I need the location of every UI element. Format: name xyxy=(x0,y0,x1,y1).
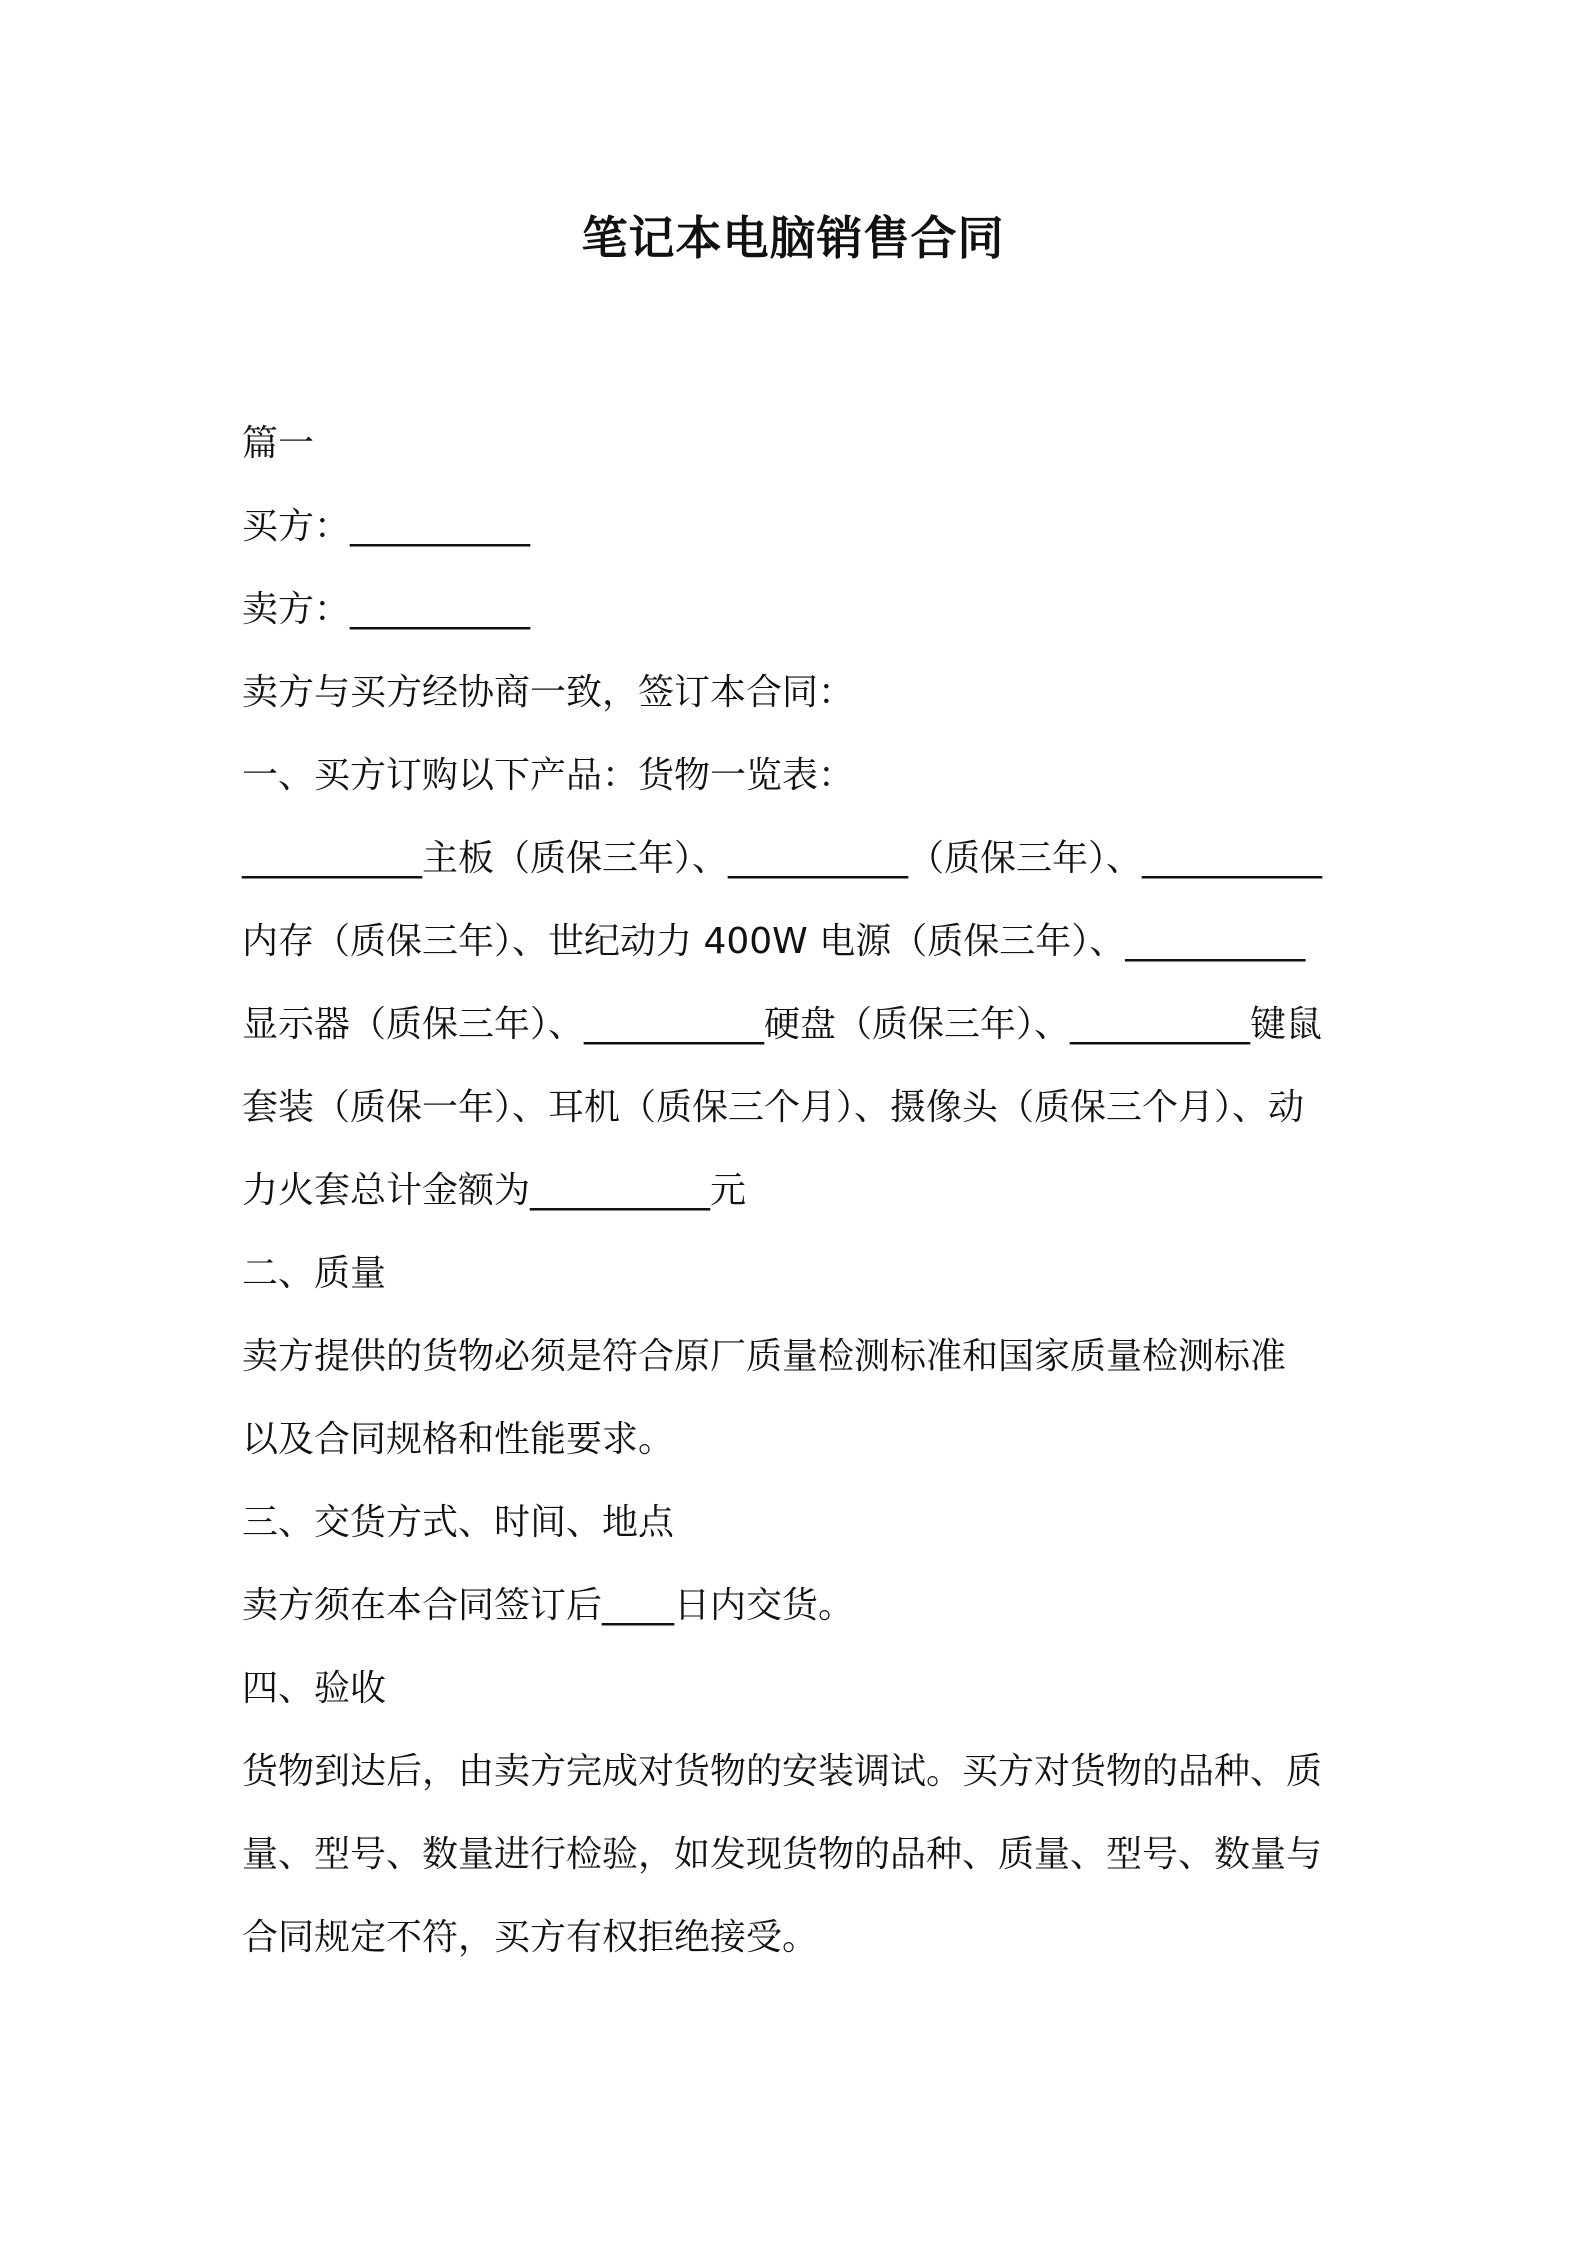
buyer-line: 买方：__________ xyxy=(242,506,531,547)
clause-4-text-line: 合同规定不符，买方有权拒绝接受。 xyxy=(242,1917,819,1958)
section-label: 篇一 xyxy=(242,423,315,464)
clause-4-text-line: 货物到达后，由卖方完成对货物的安装调试。买方对货物的品种、质 xyxy=(242,1751,1323,1792)
clause-2-text-line: 以及合同规格和性能要求。 xyxy=(242,1419,675,1460)
clause-2-heading: 二、质量 xyxy=(242,1253,387,1294)
clause-4-text-line: 量、型号、数量进行检验，如发现货物的品种、质量、型号、数量与 xyxy=(242,1834,1323,1875)
intro-line: 卖方与买方经协商一致，签订本合同： xyxy=(242,672,855,713)
clause-1-heading: 一、买方订购以下产品：货物一览表： xyxy=(242,755,855,796)
clause-3-heading: 三、交货方式、时间、地点 xyxy=(242,1502,675,1543)
clause-1-text-line: __________主板（质保三年）、__________（质保三年）、__________ xyxy=(242,838,1323,879)
document-title: 笔记本电脑销售合同 xyxy=(581,211,1005,265)
clause-1-text-line: 内存（质保三年）、世纪动力 400W 电源（质保三年）、__________ xyxy=(242,921,1306,962)
clause-3-text-line: 卖方须在本合同签订后____日内交货。 xyxy=(242,1585,855,1626)
clause-1-text-line: 力火套总计金额为__________元 xyxy=(242,1170,747,1211)
document-body xyxy=(242,402,1362,1979)
clause-2-text-line: 卖方提供的货物必须是符合原厂质量检测标准和国家质量检测标准 xyxy=(242,1336,1287,1377)
clause-1-text-line: 显示器（质保三年）、__________硬盘（质保三年）、__________键鼠 xyxy=(242,1004,1323,1045)
clause-1-text-line: 套装（质保一年）、耳机（质保三个月）、摄像头（质保三个月）、动 xyxy=(242,1087,1305,1128)
seller-line: 卖方：__________ xyxy=(242,589,531,630)
clause-4-heading: 四、验收 xyxy=(242,1668,387,1709)
